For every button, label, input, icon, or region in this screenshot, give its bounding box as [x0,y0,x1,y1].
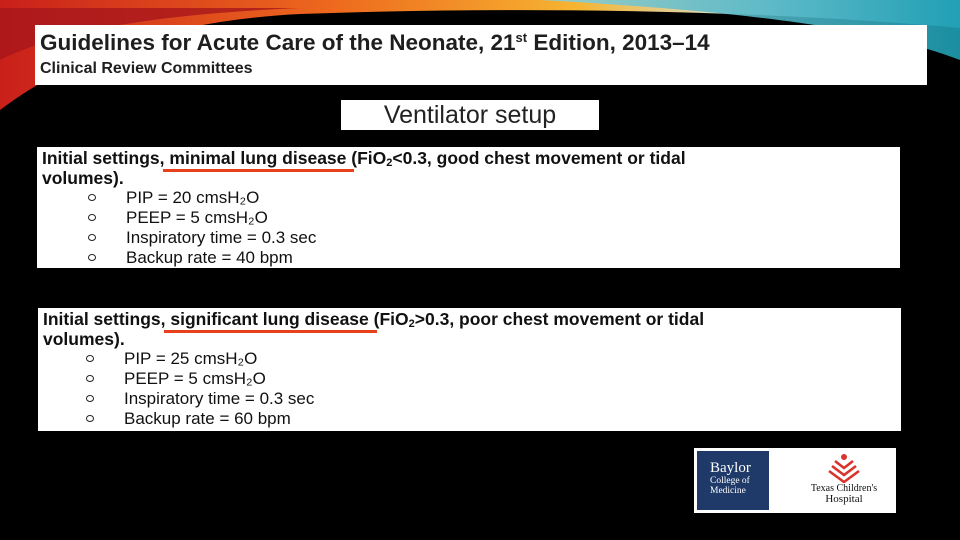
circle-bullet-icon [88,254,96,261]
guideline-header-banner [35,25,927,85]
circle-bullet-icon [88,234,96,241]
circle-bullet-icon [88,194,96,201]
list-item: PIP = 25 cmsH₂O [43,349,901,369]
texas-childrens-hospital-logo: Texas Children's Hospital [792,451,896,511]
circle-bullet-icon [88,214,96,221]
guideline-title: Guidelines for Acute Care of the Neonate, 21st Edition, 2013–14 [40,30,710,55]
significant-lung-disease-panel [38,308,901,431]
panel-heading-continued: volumes). [43,329,125,349]
panel-heading-continued: volumes). [42,168,124,188]
list-item: PEEP = 5 cmsH₂O [42,208,900,228]
minimal-lung-disease-panel [37,147,900,268]
settings-list [43,349,901,429]
list-item: Inspiratory time = 0.3 sec [43,389,901,409]
panel-heading: Initial settings, minimal lung disease (FiO$_2$<0.3, good chest movement or tidal [42,148,686,169]
list-item: Inspiratory time = 0.3 sec [42,228,900,248]
panel-heading: Initial settings, significant lung disease (FiO$_2$>0.3, poor chest movement or tidal [43,309,705,330]
circle-bullet-icon [86,415,94,422]
circle-bullet-icon [86,355,94,362]
circle-bullet-icon [86,375,94,382]
list-item: PIP = 20 cmsH₂O [42,188,900,208]
baylor-logo: Baylor College of Medicine [697,451,769,510]
institution-logos [694,448,896,513]
underlined-condition: minimal lung disease [169,148,347,168]
list-item: Backup rate = 40 bpm [42,248,900,268]
list-item: PEEP = 5 cmsH₂O [43,369,901,389]
underlined-condition: significant lung disease [170,309,369,329]
settings-list [42,188,900,268]
list-item: Backup rate = 60 bpm [43,409,901,429]
section-title: Ventilator setup [341,100,599,130]
guideline-subtitle: Clinical Review Committees [40,60,253,77]
circle-bullet-icon [86,395,94,402]
tch-emblem-icon [826,453,862,483]
